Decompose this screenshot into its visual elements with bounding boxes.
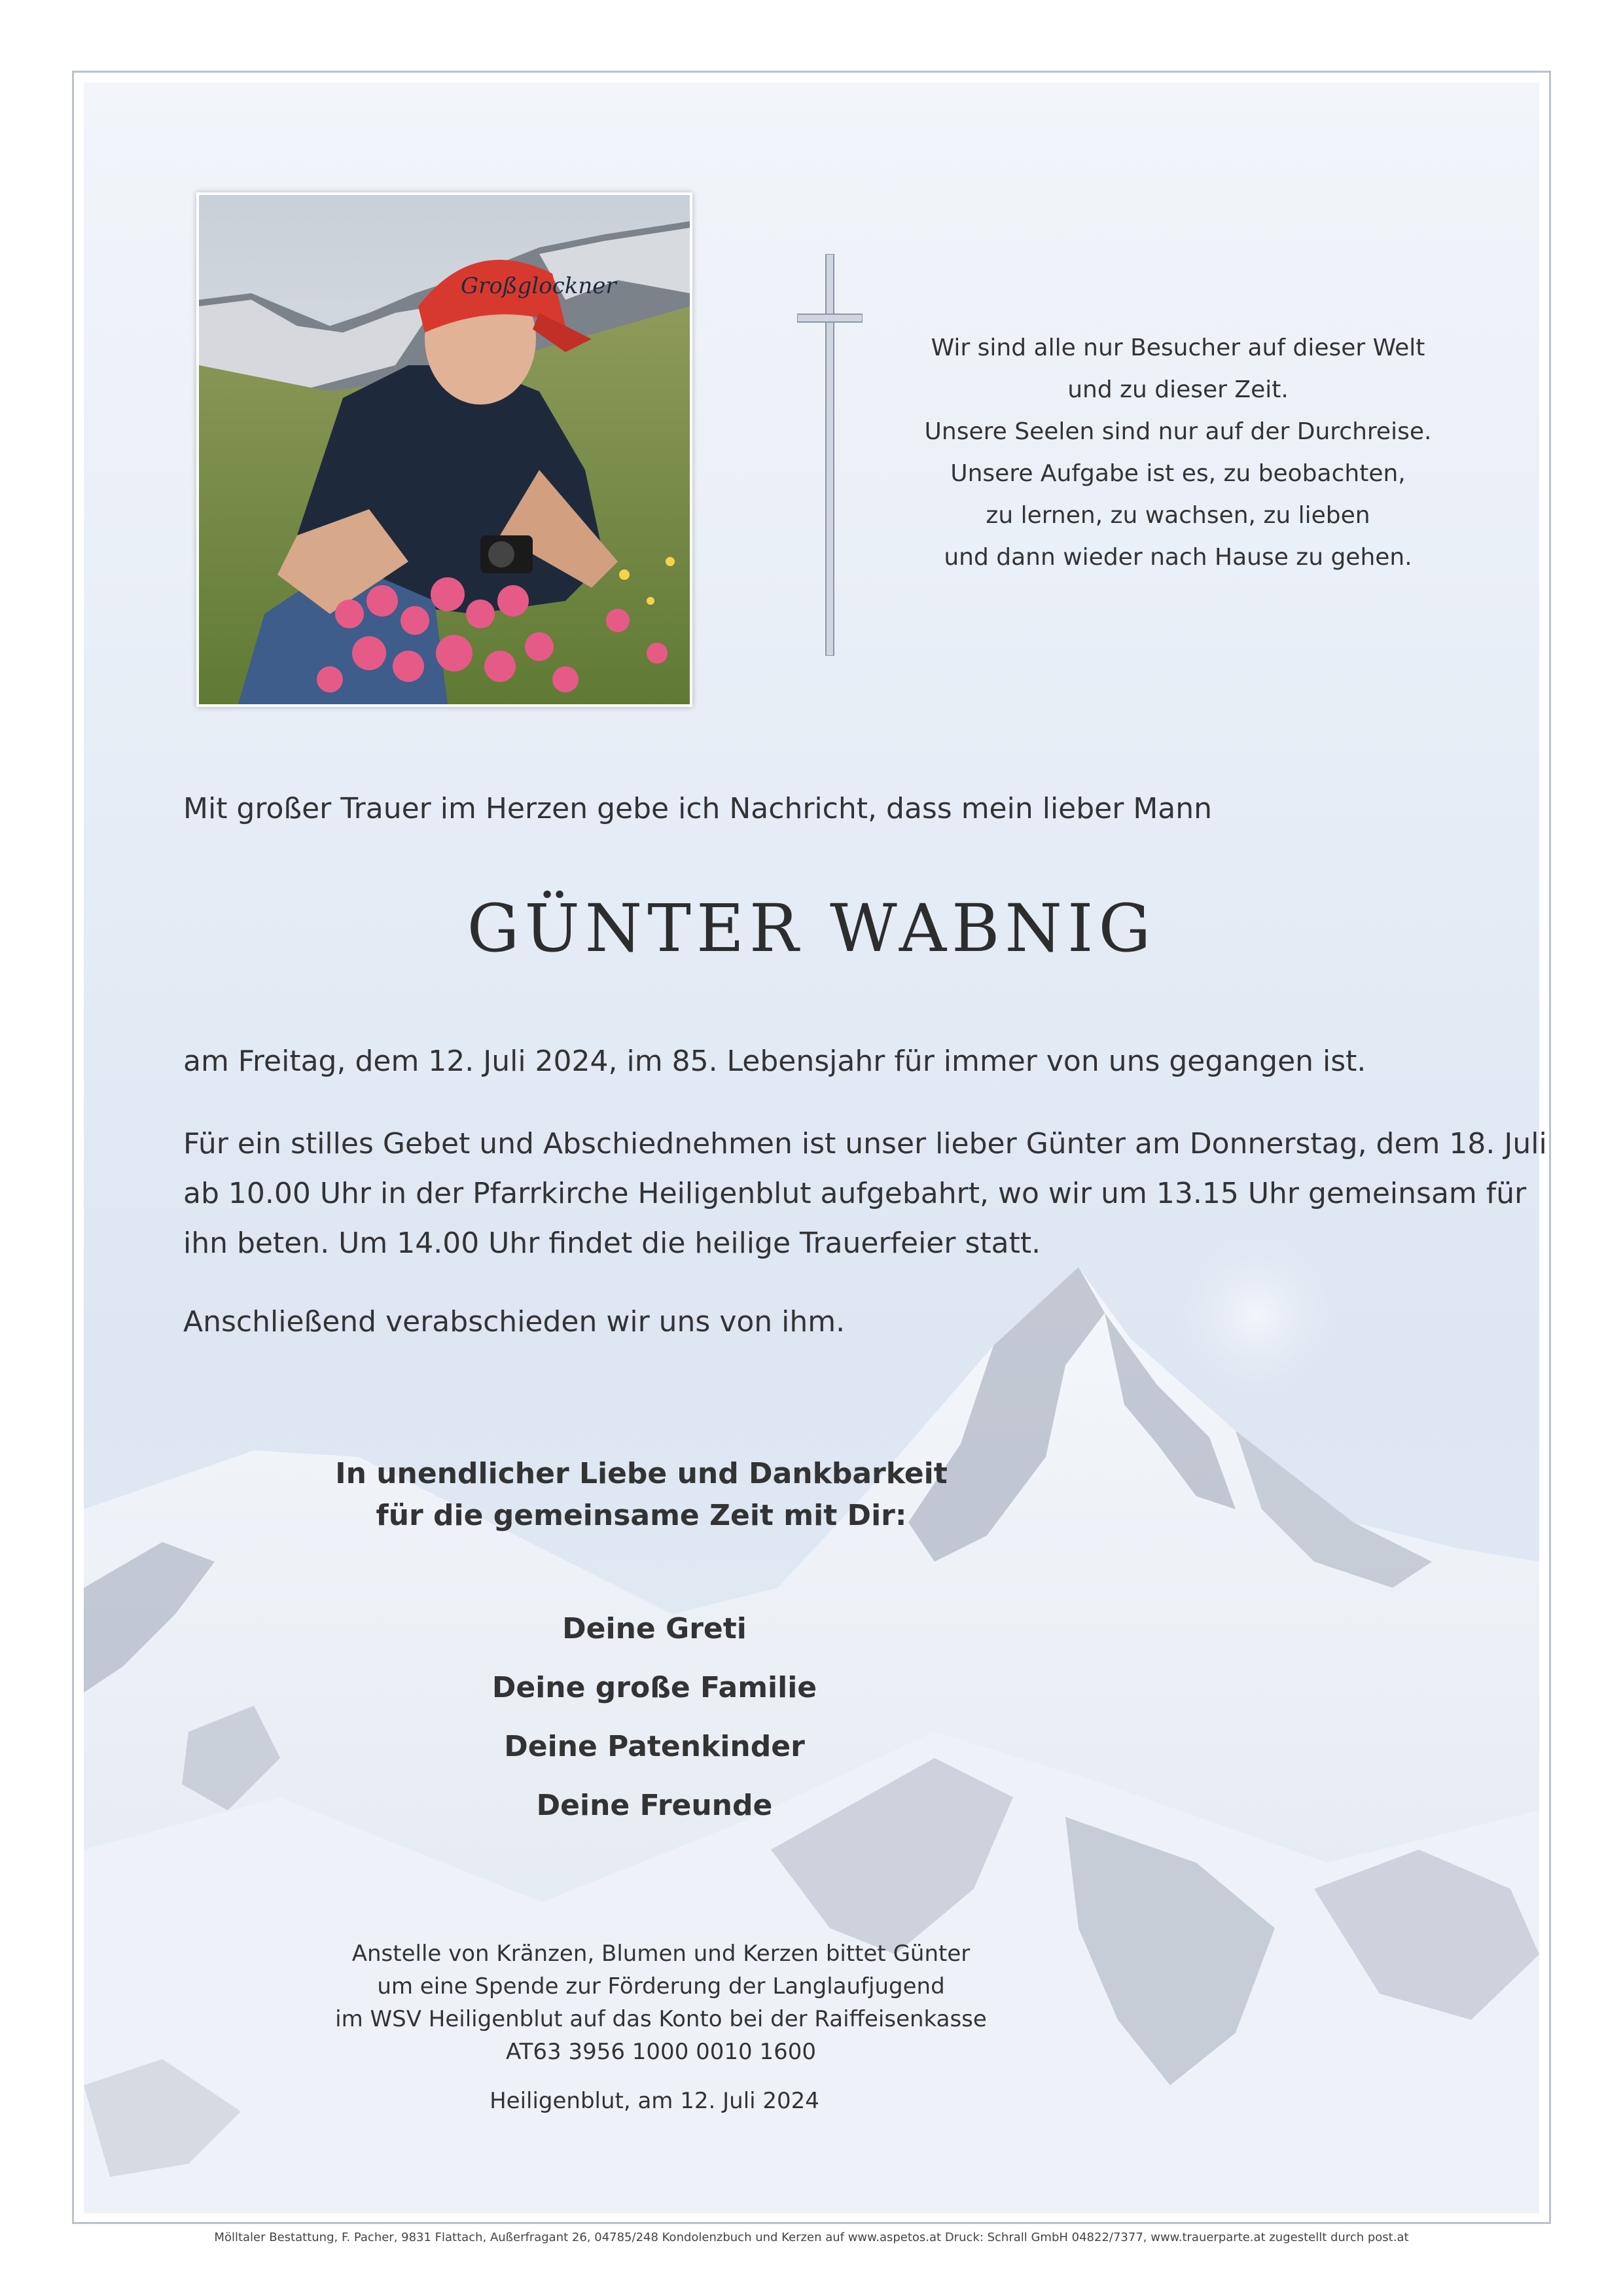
bank-account-number: AT63 3956 1000 0010 1600 xyxy=(506,2039,816,2065)
memorial-quote xyxy=(903,327,1453,579)
quote-line: zu lernen, zu wachsen, zu lieben xyxy=(986,502,1370,529)
service-line: ihn beten. Um 14.00 Uhr findet die heilige Trauerfeier statt. xyxy=(183,1227,1041,1260)
donation-request xyxy=(288,1937,1034,2068)
donation-line: im WSV Heiligenblut auf das Konto bei der Raiffeisenkasse xyxy=(335,2006,987,2032)
service-line: Für ein stilles Gebet und Abschiednehmen ist unser lieber Günter am Donnerstag, dem 18. Juli xyxy=(183,1127,1547,1160)
quote-line: Unsere Aufgabe ist es, zu beobachten, xyxy=(950,460,1406,487)
donation-line: Anstelle von Kränzen, Blumen und Kerzen bittet Günter xyxy=(351,1941,971,1967)
mourner-item: Deine Greti xyxy=(562,1612,747,1645)
cross-icon xyxy=(797,254,863,656)
quote-line: Unsere Seelen sind nur auf der Durchreise. xyxy=(924,418,1432,445)
death-date-paragraph: am Freitag, dem 12. Juli 2024, im 85. Lebensjahr für immer von uns gegangen ist. xyxy=(183,1045,1366,1078)
portrait-photo xyxy=(196,192,692,707)
portrait-image xyxy=(199,195,690,704)
cap-text: Großglockner xyxy=(461,273,616,299)
quote-line: und dann wieder nach Hause zu gehen. xyxy=(944,544,1412,571)
service-line: ab 10.00 Uhr in der Pfarrkirche Heiligenblut aufgebahrt, wo wir um 13.15 Uhr gemeinsam für xyxy=(183,1177,1527,1210)
deceased-name: GÜNTER WABNIG xyxy=(467,890,1156,967)
footer-credits: Mölltaler Bestattung, F. Pacher, 9831 Flattach, Außerfragant 26, 04785/248 Kondolenzbuch und Kerzen auf www.aspetos.at Druck: Schrall GmbH 04822/7377, www.trauerparte.at zugestellt durch post.at xyxy=(214,2231,1409,2244)
closing-line: für die gemeinsame Zeit mit Dir: xyxy=(376,1499,907,1532)
service-details-paragraph xyxy=(183,1119,1547,1268)
mourner-item: Deine große Familie xyxy=(491,1671,817,1704)
notice-intro: Mit großer Trauer im Herzen gebe ich Nachricht, dass mein lieber Mann xyxy=(183,792,1213,825)
mourners-list xyxy=(393,1600,916,1835)
farewell-paragraph: Anschließend verabschieden wir uns von ihm. xyxy=(183,1305,846,1338)
mourner-item: Deine Patenkinder xyxy=(504,1730,805,1763)
donation-line: um eine Spende zur Förderung der Langlaufjugend xyxy=(377,1973,945,2000)
quote-line: und zu dieser Zeit. xyxy=(1067,376,1289,403)
closing-dedication xyxy=(314,1453,969,1537)
quote-line: Wir sind alle nur Besucher auf dieser Welt xyxy=(931,334,1425,361)
place-and-date: Heiligenblut, am 12. Juli 2024 xyxy=(490,2088,819,2114)
closing-line: In unendlicher Liebe und Dankbarkeit xyxy=(335,1457,948,1490)
mourner-item: Deine Freunde xyxy=(536,1789,773,1822)
